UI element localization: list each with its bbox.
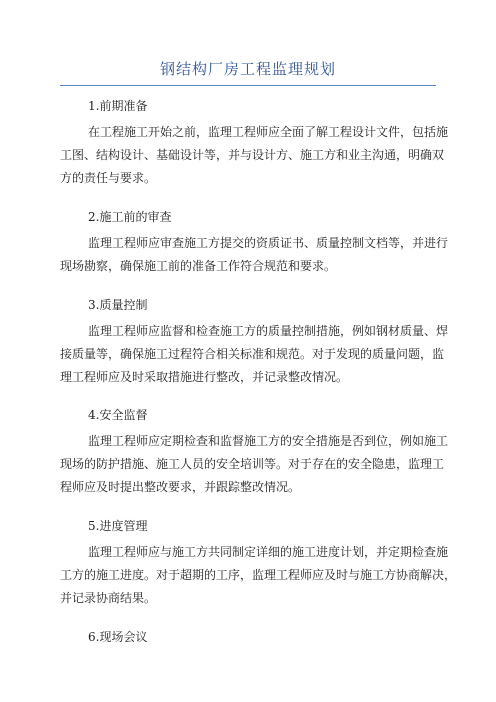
section-heading-5: 5.进度管理 — [88, 519, 148, 533]
document-title: 钢结构厂房工程监理规划 — [159, 60, 336, 78]
section-heading-1: 1.前期准备 — [88, 99, 148, 113]
paragraph-line: 监理工程师应定期检查和监督施工方的安全措施是否到位，例如施工 — [88, 434, 449, 448]
section-paragraph-1 — [60, 121, 449, 190]
section-heading-3: 3.质量控制 — [88, 298, 148, 312]
title-underline — [60, 85, 436, 86]
section-paragraph-5 — [60, 541, 457, 610]
section-paragraph-4 — [60, 430, 449, 499]
paragraph-line: 监理工程师应审查施工方提交的资质证书、质量控制文档等，并进行 — [88, 236, 449, 250]
section-heading-6: 6.现场会议 — [88, 630, 148, 644]
paragraph-line: 程师应及时提出整改要求，并跟踪整改情况。 — [60, 480, 301, 494]
paragraph-line: 并记录协商结果。 — [60, 591, 157, 605]
paragraph-line: 接质量等，确保施工过程符合相关标准和规范。对于发现的质量问题，监 — [60, 347, 445, 361]
paragraph-line: 工图、结构设计、基础设计等，并与设计方、施工方和业主沟通，明确双 — [60, 148, 445, 162]
paragraph-line: 理工程师应及时采取措施进行整改，并记录整改情况。 — [60, 370, 349, 384]
section-heading-2: 2.施工前的审查 — [88, 210, 172, 224]
paragraph-line: 监理工程师应监督和检查施工方的质量控制措施，例如钢材质量、焊 — [88, 324, 449, 338]
paragraph-line: 现场的防护措施、施工人员的安全培训等。对于存在的安全隐患，监理工 — [60, 457, 445, 471]
paragraph-line: 在工程施工开始之前，监理工程师应全面了解工程设计文件，包括施 — [88, 125, 449, 139]
section-paragraph-2 — [60, 232, 449, 278]
section-heading-4: 4.安全监督 — [88, 408, 148, 422]
paragraph-line: 工方的施工进度。对于超期的工序，监理工程师应及时与施工方协商解决， — [60, 568, 457, 582]
paragraph-line: 现场勘察，确保施工前的准备工作符合规范和要求。 — [60, 259, 337, 273]
section-paragraph-3 — [60, 320, 449, 389]
paragraph-line: 监理工程师应与施工方共同制定详细的施工进度计划，并定期检查施 — [88, 545, 449, 559]
paragraph-line: 方的责任与要求。 — [60, 171, 157, 185]
